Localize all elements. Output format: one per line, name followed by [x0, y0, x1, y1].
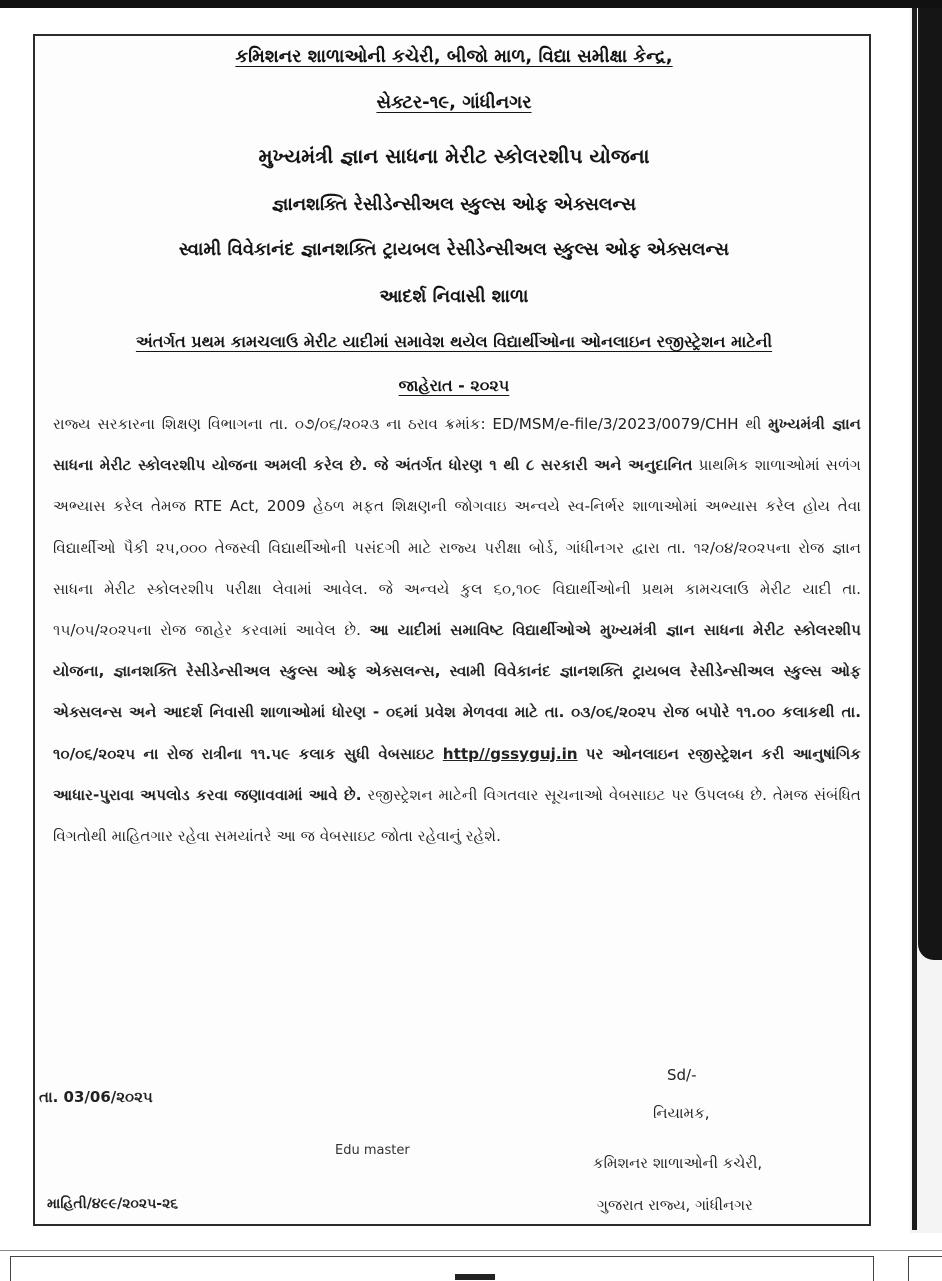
page-divider — [0, 1250, 942, 1251]
notice-body — [53, 404, 861, 857]
adjacent-column-rule — [912, 8, 917, 1230]
next-article-frame — [10, 1256, 874, 1281]
body-line: આધાર-પુરાવા અપલોડ કરવા જણાવવામાં આવે છે. — [53, 785, 362, 804]
website-link[interactable]: http//gssyguj.in — [442, 744, 578, 763]
signed-mark: Sd/- — [667, 1066, 697, 1084]
scheme-title-3: સ્વામી વિવેકાનંદ જ્ઞાનશક્તિ ટ્રાયબલ રેસીડેન્સીઅલ સ્કુલ્સ ઓફ એક્સલન્સ — [178, 239, 730, 260]
sector-location: સેક્ટર-૧૯, ગાંધીનગર — [376, 92, 532, 113]
watermark-text: Edu master — [335, 1143, 410, 1158]
office-address: કમિશનર શાળાઓની કચેરી, બીજો માળ, વિદ્યા સમીક્ષા કેન્દ્ર, — [235, 46, 673, 67]
top-bar — [0, 0, 942, 8]
adjacent-column-block — [918, 8, 942, 960]
scheme-title-1: મુખ્યમંત્રી જ્ઞાન સાધના મેરીટ સ્કોલરશીપ યોજના — [258, 144, 650, 168]
notice-date: તા. 03/06/૨૦૨૫ — [39, 1088, 153, 1106]
body-line: પર ઓનલાઇન રજીસ્ટ્રેશન કરી આનુષાંગિક — [585, 744, 862, 763]
next-article-marker — [455, 1274, 495, 1280]
body-line: ગાંધીનગર દ્વારા તા. ૧૨/૦૪/૨૦૨૫ના રોજ જ્ઞાન સાધના મેરીટ સ્કોલરશીપ પરીક્ષા લેવામાં આવેલ. જે અન્વયે કુલ ૬૦,૧૦૯ — [53, 538, 862, 598]
body-line: છે. તેમજ સંબંધિત વિગતોથી માહિતગાર રહેવા સમયાંતરે આ જ વેબસાઇટ જોતા રહેવાનું રહેશે. — [53, 785, 861, 846]
signatory-office: કમિશનર શાળાઓની કચેરી, — [593, 1154, 763, 1172]
announcement-heading: જાહેરાત - ૨૦૨૫ — [398, 376, 510, 395]
body-line: રાજ્ય સરકારના શિક્ષણ વિભાગના તા. ૦૭/૦૬/૨૦૨૩ ના ઠરાવ ક્રમાંક: ED/MSM/e-file/3/2023/0079/CHH થી — [53, 415, 762, 433]
designation: નિયામક, — [653, 1104, 710, 1122]
body-line: એક્સલન્સ, સ્વામી વિવેકાનંદ જ્ઞાનશક્તિ ટ્રાયબલ રેસીડેન્સીઅલ સ્કુલ્સ ઓફ એક્સલન્સ અને આદર્શ નિવાસી — [53, 662, 861, 722]
reference-number: માહિતી/૪૯૯/૨૦૨૫-૨૬ — [47, 1196, 179, 1212]
body-line: ના રોજ રાત્રીના ૧૧.૫૯ કલાક સુધી વેબસાઇટ — [143, 744, 435, 763]
scheme-title-2: જ્ઞાનશક્તિ રેસીડેન્સીઅલ સ્કુલ્સ ઓફ એક્સલન્સ — [271, 194, 637, 215]
next-column-frame — [908, 1256, 942, 1281]
body-line: વિદ્યાર્થીઓની પ્રથમ કામચલાઉ મેરીટ યાદી તા. ૧૫/૦૫/૨૦૨૫ના રોજ જાહેર કરવામાં આવેલ છે. — [53, 579, 862, 640]
body-line: વિદ્યાર્થીઓએ મુખ્યમંત્રી જ્ઞાન સાધના મેરીટ સ્કોલરશીપ યોજના, જ્ઞાનશક્તિ રેસીડેન્સીઅલ સ્કુલ્સ ઓફ — [53, 621, 862, 681]
signatory-place: ગુજરાત રાજ્ય, ગાંધીનગર — [597, 1196, 753, 1214]
notice-subtitle: અંતર્ગત પ્રથમ કામચલાઉ મેરીટ યાદીમાં સમાવેશ થયેલ વિદ્યાર્થીઓના ઓનલાઇન રજીસ્ટ્રેશન માટેની — [135, 332, 773, 351]
body-line: મુખ્યમંત્રી જ્ઞાન સાધના મેરીટ સ્કોલરશીપ યોજના અમલી કરેલ છે. જે અંતર્ગત ધોરણ ૧ થી ૮ સરકારી અને અનુદાનિત — [53, 415, 861, 475]
body-line: શાળાઓમાં ધોરણ - ૦૬માં પ્રવેશ મેળવવા માટે તા. ૦૩/૦૬/૨૦૨૫ રોજ બપોરે ૧૧.૦૦ કલાકથી તા. ૧૦/૦૬/૨૦૨૫ — [53, 703, 862, 763]
body-line: આ યાદીમાં સમાવિષ્ટ — [369, 621, 504, 640]
body-line: પ્રાથમિક શાળાઓમાં સળંગ અભ્યાસ કરેલ તેમજ RTE Act, 2009 હેઠળ મફત શિક્ષણની જોગવાઇ અન્વયે સ્વ-નિર્ભર — [53, 456, 862, 516]
government-notice — [33, 34, 871, 1226]
body-line: શાળાઓમાં અભ્યાસ કરેલ હોય તેવા વિદ્યાર્થીઓ પૈકી ૨૫,૦૦૦ તેજસ્વી વિદ્યાર્થીઓની પસંદગી માટે રાજ્ય પરીક્ષા બોર્ડ, — [53, 497, 862, 557]
scheme-title-4: આદર્શ નિવાસી શાળા — [379, 286, 529, 307]
body-line: રજીસ્ટ્રેશન માટેની વિગતવાર સૂચનાઓ વેબસાઇટ પર ઉપલબ્ધ — [367, 785, 745, 804]
